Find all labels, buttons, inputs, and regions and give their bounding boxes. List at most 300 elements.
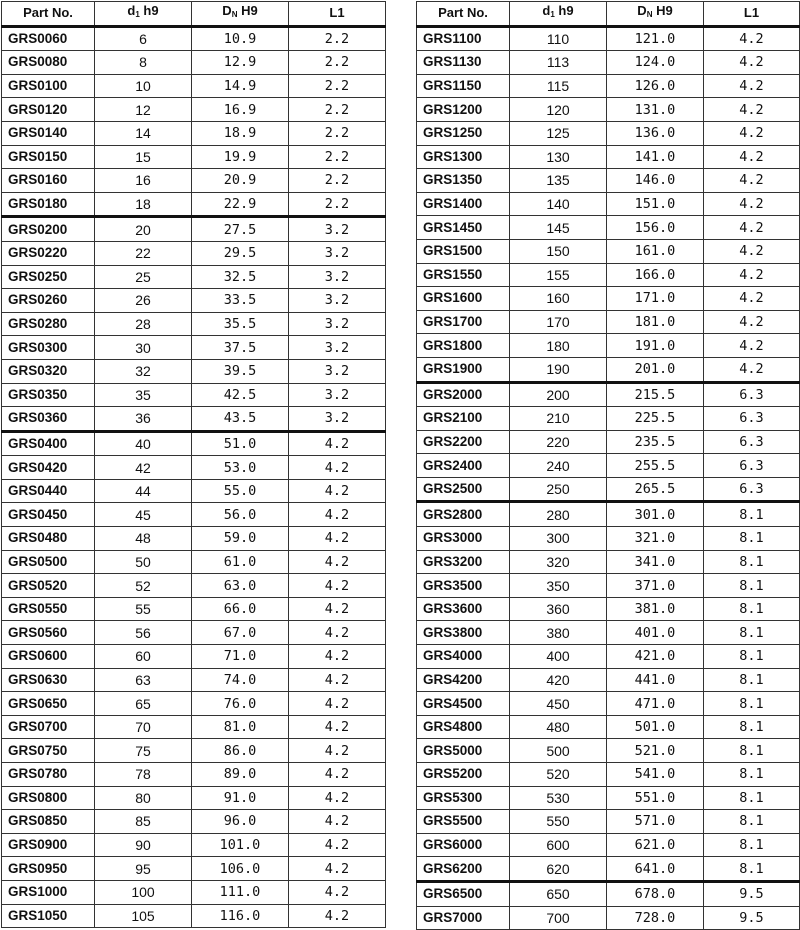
d1-cell: 120 bbox=[510, 98, 607, 122]
dn-cell: 166.0 bbox=[607, 263, 704, 287]
l1-cell: 3.2 bbox=[289, 217, 386, 242]
part-no-cell: GRS1450 bbox=[417, 216, 510, 240]
part-no-cell: GRS5300 bbox=[417, 786, 510, 810]
part-no-cell: GRS1800 bbox=[417, 334, 510, 358]
dn-cell: 401.0 bbox=[607, 621, 704, 645]
d1-cell: 42 bbox=[95, 456, 192, 480]
d1-cell: 600 bbox=[510, 833, 607, 857]
table-row bbox=[2, 668, 386, 692]
table-row bbox=[2, 456, 386, 480]
header-dn-subscript: N bbox=[646, 10, 653, 20]
l1-cell: 8.1 bbox=[704, 574, 800, 598]
part-no-cell: GRS0100 bbox=[2, 74, 95, 98]
dn-cell: 86.0 bbox=[192, 739, 289, 763]
d1-cell: 22 bbox=[95, 241, 192, 265]
part-no-cell: GRS1900 bbox=[417, 357, 510, 382]
table-row bbox=[417, 786, 800, 810]
dn-cell: 501.0 bbox=[607, 715, 704, 739]
header-d1-subscript: 1 bbox=[135, 10, 140, 20]
dn-cell: 161.0 bbox=[607, 239, 704, 263]
header-row bbox=[417, 2, 800, 27]
l1-cell: 4.2 bbox=[289, 786, 386, 810]
part-no-cell: GRS1130 bbox=[417, 51, 510, 75]
l1-cell: 9.5 bbox=[704, 906, 800, 930]
part-no-cell: GRS4000 bbox=[417, 645, 510, 669]
table-row bbox=[417, 357, 800, 382]
table-row bbox=[2, 383, 386, 407]
l1-cell: 2.2 bbox=[289, 51, 386, 75]
dn-cell: 728.0 bbox=[607, 906, 704, 930]
header-dn-tolerance: H9 bbox=[652, 3, 673, 19]
d1-cell: 44 bbox=[95, 479, 192, 503]
table-row bbox=[417, 881, 800, 906]
dn-cell: 55.0 bbox=[192, 479, 289, 503]
table-body-left bbox=[2, 26, 386, 928]
dn-cell: 89.0 bbox=[192, 763, 289, 787]
l1-cell: 4.2 bbox=[289, 645, 386, 669]
d1-cell: 48 bbox=[95, 527, 192, 551]
part-no-cell: GRS3500 bbox=[417, 574, 510, 598]
part-no-cell: GRS1700 bbox=[417, 310, 510, 334]
dn-cell: 215.5 bbox=[607, 382, 704, 407]
d1-cell: 210 bbox=[510, 407, 607, 431]
table-row bbox=[417, 477, 800, 502]
l1-cell: 8.1 bbox=[704, 786, 800, 810]
dn-cell: 541.0 bbox=[607, 763, 704, 787]
table-row bbox=[417, 169, 800, 193]
d1-cell: 60 bbox=[95, 645, 192, 669]
part-no-cell: GRS2800 bbox=[417, 502, 510, 527]
table-row bbox=[417, 407, 800, 431]
d1-cell: 550 bbox=[510, 810, 607, 834]
d1-cell: 200 bbox=[510, 382, 607, 407]
d1-cell: 220 bbox=[510, 430, 607, 454]
l1-cell: 8.1 bbox=[704, 597, 800, 621]
part-no-cell: GRS0400 bbox=[2, 431, 95, 456]
header-part-no: Part No. bbox=[2, 2, 95, 27]
table-row bbox=[417, 382, 800, 407]
l1-cell: 8.1 bbox=[704, 810, 800, 834]
dn-cell: 371.0 bbox=[607, 574, 704, 598]
l1-cell: 4.2 bbox=[704, 263, 800, 287]
part-no-cell: GRS0200 bbox=[2, 217, 95, 242]
d1-cell: 8 bbox=[95, 51, 192, 75]
table-row bbox=[2, 880, 386, 904]
d1-cell: 50 bbox=[95, 550, 192, 574]
part-no-cell: GRS1400 bbox=[417, 192, 510, 216]
dn-cell: 551.0 bbox=[607, 786, 704, 810]
table-row bbox=[417, 454, 800, 478]
l1-cell: 4.2 bbox=[704, 357, 800, 382]
part-no-cell: GRS2000 bbox=[417, 382, 510, 407]
part-no-cell: GRS2200 bbox=[417, 430, 510, 454]
dn-cell: 381.0 bbox=[607, 597, 704, 621]
dn-cell: 181.0 bbox=[607, 310, 704, 334]
table-row bbox=[2, 550, 386, 574]
l1-cell: 8.1 bbox=[704, 645, 800, 669]
table-row bbox=[2, 621, 386, 645]
dn-cell: 32.5 bbox=[192, 265, 289, 289]
part-no-cell: GRS0600 bbox=[2, 645, 95, 669]
header-l1: L1 bbox=[704, 2, 800, 27]
d1-cell: 16 bbox=[95, 169, 192, 193]
d1-cell: 113 bbox=[510, 51, 607, 75]
d1-cell: 150 bbox=[510, 239, 607, 263]
d1-cell: 14 bbox=[95, 121, 192, 145]
l1-cell: 3.2 bbox=[289, 289, 386, 313]
l1-cell: 4.2 bbox=[704, 310, 800, 334]
l1-cell: 4.2 bbox=[289, 431, 386, 456]
l1-cell: 4.2 bbox=[289, 880, 386, 904]
table-row bbox=[2, 431, 386, 456]
dn-cell: 121.0 bbox=[607, 26, 704, 51]
dn-cell: 18.9 bbox=[192, 121, 289, 145]
d1-cell: 480 bbox=[510, 715, 607, 739]
l1-cell: 4.2 bbox=[289, 810, 386, 834]
l1-cell: 4.2 bbox=[289, 479, 386, 503]
part-no-cell: GRS0180 bbox=[2, 192, 95, 217]
table-row bbox=[2, 192, 386, 217]
l1-cell: 2.2 bbox=[289, 145, 386, 169]
table-row bbox=[417, 621, 800, 645]
part-no-cell: GRS0550 bbox=[2, 597, 95, 621]
dn-cell: 571.0 bbox=[607, 810, 704, 834]
dn-cell: 39.5 bbox=[192, 359, 289, 383]
table-row bbox=[417, 715, 800, 739]
part-no-cell: GRS3200 bbox=[417, 550, 510, 574]
l1-cell: 8.1 bbox=[704, 692, 800, 716]
d1-cell: 70 bbox=[95, 715, 192, 739]
l1-cell: 2.2 bbox=[289, 98, 386, 122]
d1-cell: 85 bbox=[95, 810, 192, 834]
dn-cell: 225.5 bbox=[607, 407, 704, 431]
l1-cell: 4.2 bbox=[704, 239, 800, 263]
l1-cell: 4.2 bbox=[704, 26, 800, 51]
table-row bbox=[2, 26, 386, 51]
table-row bbox=[2, 265, 386, 289]
part-no-cell: GRS0450 bbox=[2, 503, 95, 527]
table-row bbox=[417, 26, 800, 51]
part-no-cell: GRS5500 bbox=[417, 810, 510, 834]
l1-cell: 6.3 bbox=[704, 382, 800, 407]
part-no-cell: GRS4500 bbox=[417, 692, 510, 716]
part-no-cell: GRS0360 bbox=[2, 407, 95, 432]
part-no-cell: GRS0630 bbox=[2, 668, 95, 692]
l1-cell: 4.2 bbox=[289, 550, 386, 574]
part-no-cell: GRS1350 bbox=[417, 169, 510, 193]
l1-cell: 4.2 bbox=[704, 169, 800, 193]
d1-cell: 75 bbox=[95, 739, 192, 763]
part-no-cell: GRS1050 bbox=[2, 904, 95, 928]
dn-cell: 171.0 bbox=[607, 287, 704, 311]
dn-cell: 35.5 bbox=[192, 312, 289, 336]
table-row bbox=[417, 550, 800, 574]
l1-cell: 4.2 bbox=[704, 121, 800, 145]
part-no-cell: GRS0260 bbox=[2, 289, 95, 313]
dn-cell: 111.0 bbox=[192, 880, 289, 904]
part-no-cell: GRS1250 bbox=[417, 121, 510, 145]
d1-cell: 520 bbox=[510, 763, 607, 787]
dn-cell: 59.0 bbox=[192, 527, 289, 551]
d1-cell: 26 bbox=[95, 289, 192, 313]
table-row bbox=[417, 810, 800, 834]
dn-cell: 22.9 bbox=[192, 192, 289, 217]
part-no-cell: GRS0300 bbox=[2, 336, 95, 360]
part-no-cell: GRS5200 bbox=[417, 763, 510, 787]
table-row bbox=[2, 241, 386, 265]
table-row bbox=[2, 407, 386, 432]
l1-cell: 4.2 bbox=[289, 904, 386, 928]
d1-cell: 55 bbox=[95, 597, 192, 621]
table-row bbox=[417, 287, 800, 311]
d1-cell: 130 bbox=[510, 145, 607, 169]
part-no-cell: GRS1550 bbox=[417, 263, 510, 287]
l1-cell: 6.3 bbox=[704, 477, 800, 502]
d1-cell: 110 bbox=[510, 26, 607, 51]
d1-cell: 145 bbox=[510, 216, 607, 240]
table-row bbox=[417, 310, 800, 334]
header-d1-tolerance: h9 bbox=[139, 3, 159, 19]
part-no-cell: GRS0120 bbox=[2, 98, 95, 122]
header-dn-subscript: N bbox=[231, 10, 238, 20]
part-no-cell: GRS0950 bbox=[2, 857, 95, 881]
part-no-cell: GRS1500 bbox=[417, 239, 510, 263]
dn-cell: 441.0 bbox=[607, 668, 704, 692]
d1-cell: 12 bbox=[95, 98, 192, 122]
d1-cell: 115 bbox=[510, 74, 607, 98]
table-row bbox=[2, 289, 386, 313]
table-row bbox=[417, 430, 800, 454]
table-row bbox=[417, 692, 800, 716]
d1-cell: 52 bbox=[95, 574, 192, 598]
l1-cell: 8.1 bbox=[704, 668, 800, 692]
header-d1-symbol: d bbox=[127, 3, 136, 19]
part-no-cell: GRS0520 bbox=[2, 574, 95, 598]
part-no-cell: GRS3000 bbox=[417, 527, 510, 551]
dn-cell: 191.0 bbox=[607, 334, 704, 358]
part-no-cell: GRS0480 bbox=[2, 527, 95, 551]
l1-cell: 4.2 bbox=[704, 74, 800, 98]
table-row bbox=[2, 312, 386, 336]
part-no-cell: GRS4800 bbox=[417, 715, 510, 739]
dn-cell: 71.0 bbox=[192, 645, 289, 669]
header-part-no: Part No. bbox=[417, 2, 510, 27]
table-row bbox=[417, 145, 800, 169]
dn-cell: 156.0 bbox=[607, 216, 704, 240]
table-row bbox=[2, 904, 386, 928]
part-no-cell: GRS6000 bbox=[417, 833, 510, 857]
dn-cell: 81.0 bbox=[192, 715, 289, 739]
d1-cell: 190 bbox=[510, 357, 607, 382]
table-row bbox=[2, 833, 386, 857]
header-dn-h9 bbox=[607, 2, 704, 27]
dn-cell: 37.5 bbox=[192, 336, 289, 360]
table-row bbox=[417, 216, 800, 240]
d1-cell: 650 bbox=[510, 881, 607, 906]
part-no-cell: GRS0220 bbox=[2, 241, 95, 265]
table-row bbox=[2, 217, 386, 242]
dn-cell: 301.0 bbox=[607, 502, 704, 527]
l1-cell: 3.2 bbox=[289, 336, 386, 360]
l1-cell: 6.3 bbox=[704, 407, 800, 431]
table-row bbox=[417, 833, 800, 857]
d1-cell: 32 bbox=[95, 359, 192, 383]
part-no-cell: GRS0440 bbox=[2, 479, 95, 503]
l1-cell: 8.1 bbox=[704, 550, 800, 574]
table-row bbox=[417, 527, 800, 551]
d1-cell: 155 bbox=[510, 263, 607, 287]
dn-cell: 16.9 bbox=[192, 98, 289, 122]
d1-cell: 700 bbox=[510, 906, 607, 930]
l1-cell: 4.2 bbox=[289, 857, 386, 881]
l1-cell: 4.2 bbox=[704, 145, 800, 169]
table-row bbox=[417, 98, 800, 122]
part-no-cell: GRS0850 bbox=[2, 810, 95, 834]
part-no-cell: GRS0900 bbox=[2, 833, 95, 857]
part-no-cell: GRS0750 bbox=[2, 739, 95, 763]
d1-cell: 500 bbox=[510, 739, 607, 763]
d1-cell: 78 bbox=[95, 763, 192, 787]
dn-cell: 151.0 bbox=[607, 192, 704, 216]
d1-cell: 135 bbox=[510, 169, 607, 193]
table-row bbox=[417, 668, 800, 692]
part-no-cell: GRS0780 bbox=[2, 763, 95, 787]
part-no-cell: GRS1150 bbox=[417, 74, 510, 98]
l1-cell: 4.2 bbox=[289, 527, 386, 551]
table-row bbox=[417, 192, 800, 216]
d1-cell: 30 bbox=[95, 336, 192, 360]
dn-cell: 91.0 bbox=[192, 786, 289, 810]
d1-cell: 40 bbox=[95, 431, 192, 456]
part-no-cell: GRS4200 bbox=[417, 668, 510, 692]
dn-cell: 136.0 bbox=[607, 121, 704, 145]
table-row bbox=[417, 763, 800, 787]
part-no-cell: GRS0500 bbox=[2, 550, 95, 574]
l1-cell: 6.3 bbox=[704, 454, 800, 478]
l1-cell: 4.2 bbox=[704, 192, 800, 216]
table-row bbox=[2, 739, 386, 763]
l1-cell: 4.2 bbox=[289, 833, 386, 857]
dn-cell: 19.9 bbox=[192, 145, 289, 169]
l1-cell: 4.2 bbox=[289, 763, 386, 787]
table-row bbox=[2, 121, 386, 145]
dn-cell: 43.5 bbox=[192, 407, 289, 432]
d1-cell: 280 bbox=[510, 502, 607, 527]
table-row bbox=[417, 645, 800, 669]
part-no-cell: GRS7000 bbox=[417, 906, 510, 930]
l1-cell: 4.2 bbox=[704, 51, 800, 75]
dn-cell: 141.0 bbox=[607, 145, 704, 169]
dn-cell: 96.0 bbox=[192, 810, 289, 834]
l1-cell: 3.2 bbox=[289, 359, 386, 383]
l1-cell: 4.2 bbox=[289, 621, 386, 645]
table-row bbox=[417, 906, 800, 930]
part-no-cell: GRS0150 bbox=[2, 145, 95, 169]
dn-cell: 33.5 bbox=[192, 289, 289, 313]
table-row bbox=[2, 810, 386, 834]
d1-cell: 250 bbox=[510, 477, 607, 502]
dn-cell: 14.9 bbox=[192, 74, 289, 98]
header-dn-symbol: D bbox=[637, 3, 647, 19]
dimension-table-left bbox=[1, 1, 386, 928]
d1-cell: 170 bbox=[510, 310, 607, 334]
l1-cell: 3.2 bbox=[289, 407, 386, 432]
l1-cell: 9.5 bbox=[704, 881, 800, 906]
table-row bbox=[2, 597, 386, 621]
l1-cell: 3.2 bbox=[289, 312, 386, 336]
table-row bbox=[2, 359, 386, 383]
table-row bbox=[417, 239, 800, 263]
l1-cell: 4.2 bbox=[289, 668, 386, 692]
l1-cell: 4.2 bbox=[704, 98, 800, 122]
d1-cell: 56 bbox=[95, 621, 192, 645]
table-row bbox=[2, 503, 386, 527]
dn-cell: 20.9 bbox=[192, 169, 289, 193]
part-no-cell: GRS1300 bbox=[417, 145, 510, 169]
dn-cell: 29.5 bbox=[192, 241, 289, 265]
d1-cell: 18 bbox=[95, 192, 192, 217]
header-d1-tolerance: h9 bbox=[554, 3, 574, 19]
table-row bbox=[2, 692, 386, 716]
d1-cell: 35 bbox=[95, 383, 192, 407]
header-d1-h9 bbox=[95, 2, 192, 27]
l1-cell: 3.2 bbox=[289, 241, 386, 265]
d1-cell: 140 bbox=[510, 192, 607, 216]
part-no-cell: GRS1600 bbox=[417, 287, 510, 311]
l1-cell: 2.2 bbox=[289, 74, 386, 98]
dn-cell: 51.0 bbox=[192, 431, 289, 456]
l1-cell: 4.2 bbox=[289, 715, 386, 739]
l1-cell: 8.1 bbox=[704, 621, 800, 645]
dn-cell: 61.0 bbox=[192, 550, 289, 574]
header-dn-symbol: D bbox=[222, 3, 232, 19]
table-row bbox=[2, 98, 386, 122]
l1-cell: 4.2 bbox=[289, 503, 386, 527]
d1-cell: 80 bbox=[95, 786, 192, 810]
table-row bbox=[417, 502, 800, 527]
table-row bbox=[2, 574, 386, 598]
l1-cell: 4.2 bbox=[704, 216, 800, 240]
part-no-cell: GRS0560 bbox=[2, 621, 95, 645]
d1-cell: 20 bbox=[95, 217, 192, 242]
part-no-cell: GRS5000 bbox=[417, 739, 510, 763]
d1-cell: 320 bbox=[510, 550, 607, 574]
l1-cell: 8.1 bbox=[704, 763, 800, 787]
dn-cell: 56.0 bbox=[192, 503, 289, 527]
d1-cell: 360 bbox=[510, 597, 607, 621]
part-no-cell: GRS0140 bbox=[2, 121, 95, 145]
table-row bbox=[417, 121, 800, 145]
d1-cell: 180 bbox=[510, 334, 607, 358]
d1-cell: 15 bbox=[95, 145, 192, 169]
dn-cell: 74.0 bbox=[192, 668, 289, 692]
l1-cell: 2.2 bbox=[289, 169, 386, 193]
table-row bbox=[2, 645, 386, 669]
table-row bbox=[2, 145, 386, 169]
d1-cell: 90 bbox=[95, 833, 192, 857]
part-no-cell: GRS6200 bbox=[417, 857, 510, 882]
table-row bbox=[2, 763, 386, 787]
dn-cell: 106.0 bbox=[192, 857, 289, 881]
d1-cell: 63 bbox=[95, 668, 192, 692]
l1-cell: 8.1 bbox=[704, 833, 800, 857]
d1-cell: 530 bbox=[510, 786, 607, 810]
d1-cell: 100 bbox=[95, 880, 192, 904]
dn-cell: 235.5 bbox=[607, 430, 704, 454]
d1-cell: 160 bbox=[510, 287, 607, 311]
d1-cell: 350 bbox=[510, 574, 607, 598]
part-no-cell: GRS0650 bbox=[2, 692, 95, 716]
